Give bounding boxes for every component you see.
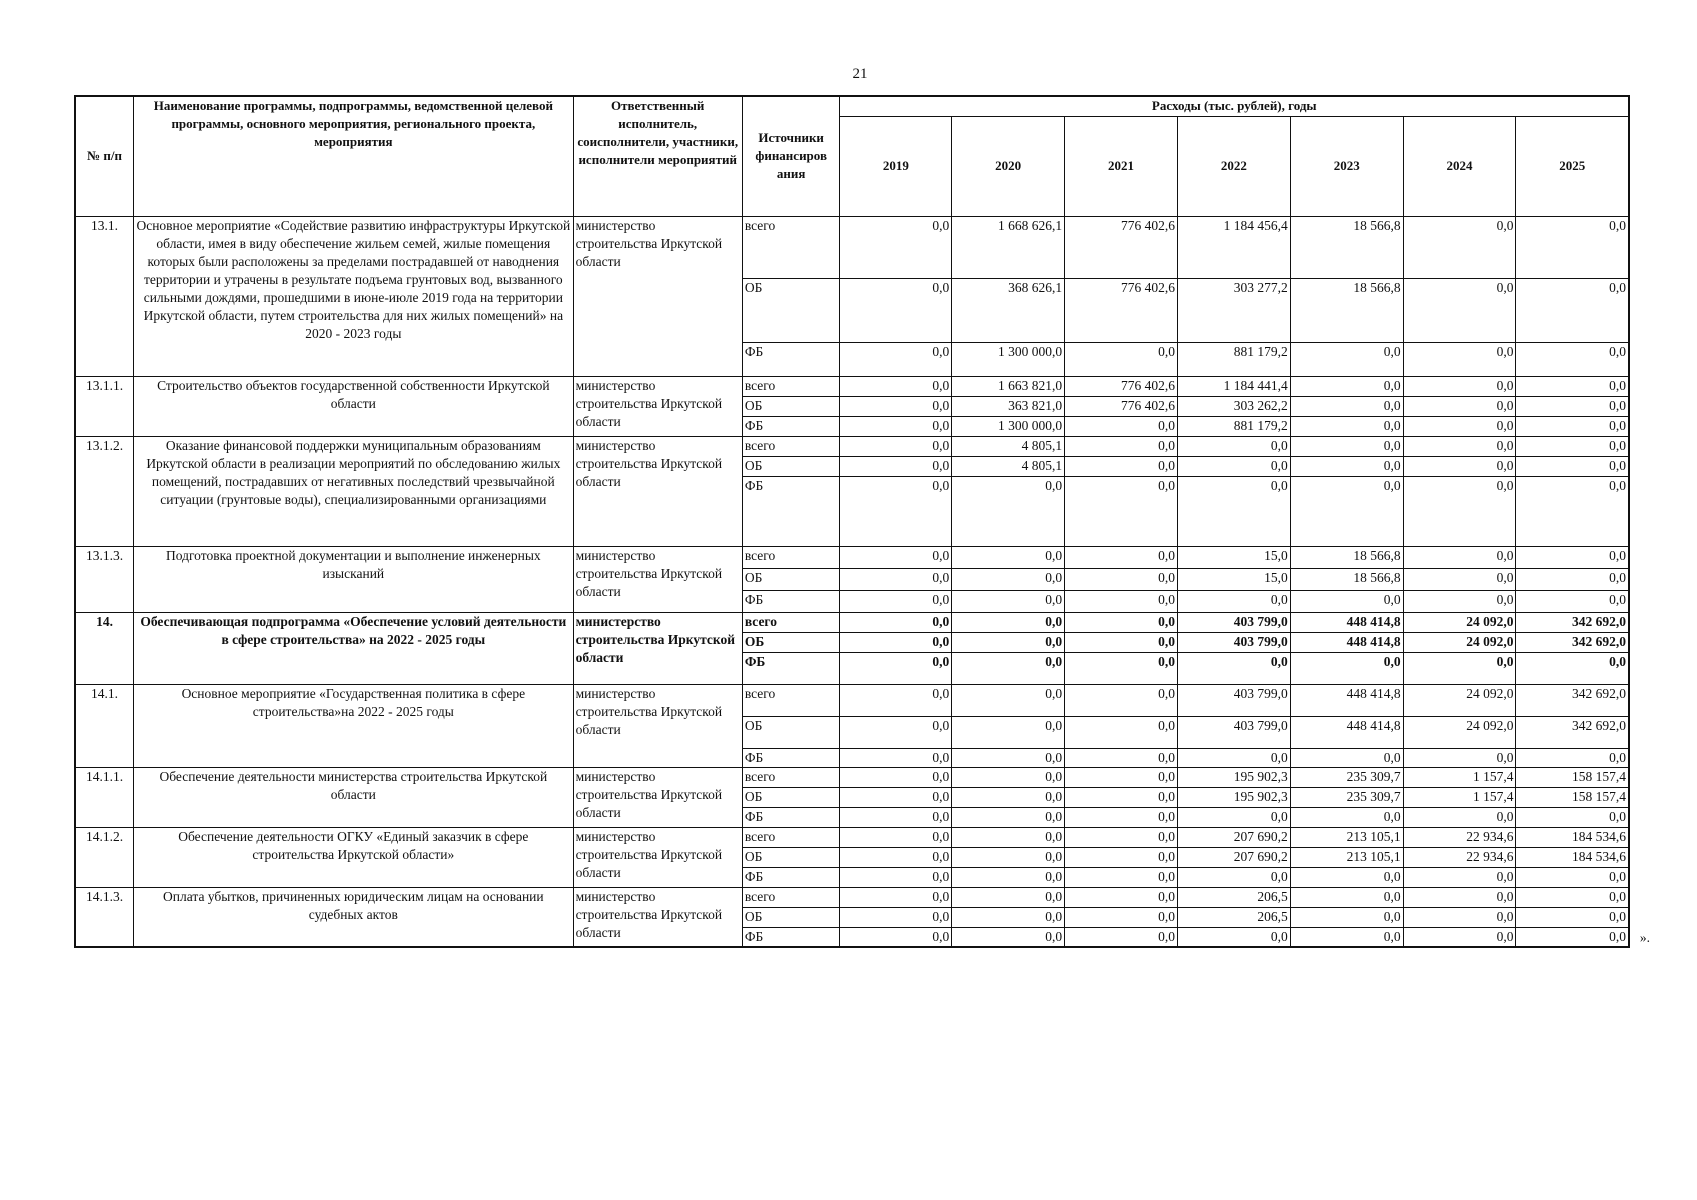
item-number: 14.1. bbox=[75, 684, 134, 767]
item-responsible: министерство строительства Иркутской области bbox=[573, 436, 742, 546]
value-cell: 303 262,2 bbox=[1177, 396, 1290, 416]
item-responsible: министерство строительства Иркутской области bbox=[573, 684, 742, 767]
value-cell: 0,0 bbox=[1065, 456, 1178, 476]
item-name: Основное мероприятие «Государственная политика в сфере строительства»на 2022 - 2025 годы bbox=[134, 684, 573, 767]
value-cell: 0,0 bbox=[1065, 632, 1178, 652]
header-name: Наименование программы, подпрограммы, ведомственной целевой программы, основного мероприятия, регионального проекта, мероприятия bbox=[134, 96, 573, 216]
value-cell: 18 566,8 bbox=[1290, 546, 1403, 568]
funding-source: ОБ bbox=[742, 568, 840, 590]
value-cell: 368 626,1 bbox=[952, 278, 1065, 342]
value-cell: 448 414,8 bbox=[1290, 612, 1403, 632]
funding-source: ФБ bbox=[742, 416, 840, 436]
value-cell: 0,0 bbox=[1065, 748, 1178, 767]
value-cell: 0,0 bbox=[1403, 278, 1516, 342]
closing-mark: ». bbox=[1639, 929, 1650, 945]
funding-source: всего bbox=[742, 436, 840, 456]
value-cell: 0,0 bbox=[1403, 568, 1516, 590]
item-name: Оказание финансовой поддержки муниципальным образованиям Иркутской области в реализации мероприятий по обследованию жилых помещений, пострадавших от негативных последствий чрезвычайной ситуации (грунтовые воды), специализированными организациями bbox=[134, 436, 573, 546]
item-responsible: министерство строительства Иркутской области bbox=[573, 376, 742, 436]
table-row bbox=[75, 684, 1629, 716]
value-cell: 15,0 bbox=[1177, 568, 1290, 590]
value-cell: 0,0 bbox=[1516, 342, 1629, 376]
value-cell: 0,0 bbox=[1177, 436, 1290, 456]
value-cell: 403 799,0 bbox=[1177, 612, 1290, 632]
value-cell: 0,0 bbox=[1403, 376, 1516, 396]
value-cell: 0,0 bbox=[1516, 216, 1629, 278]
value-cell: 0,0 bbox=[1516, 456, 1629, 476]
value-cell: 342 692,0 bbox=[1516, 612, 1629, 632]
value-cell: 0,0 bbox=[840, 216, 952, 278]
value-cell: 0,0 bbox=[1290, 748, 1403, 767]
value-cell: 0,0 bbox=[1403, 476, 1516, 546]
value-cell: 0,0 bbox=[840, 632, 952, 652]
value-cell: 0,0 bbox=[1290, 376, 1403, 396]
value-cell: 0,0 bbox=[840, 612, 952, 632]
value-cell: 235 309,7 bbox=[1290, 787, 1403, 807]
value-cell: 776 402,6 bbox=[1065, 278, 1178, 342]
value-cell: 0,0 bbox=[1516, 416, 1629, 436]
value-cell: 195 902,3 bbox=[1177, 787, 1290, 807]
item-number: 13.1. bbox=[75, 216, 134, 376]
value-cell: 0,0 bbox=[1403, 590, 1516, 612]
value-cell: 1 300 000,0 bbox=[952, 416, 1065, 436]
value-cell: 18 566,8 bbox=[1290, 216, 1403, 278]
value-cell: 22 934,6 bbox=[1403, 847, 1516, 867]
value-cell: 0,0 bbox=[952, 927, 1065, 947]
value-cell: 776 402,6 bbox=[1065, 216, 1178, 278]
value-cell: 0,0 bbox=[840, 767, 952, 787]
value-cell: 1 300 000,0 bbox=[952, 342, 1065, 376]
value-cell: 0,0 bbox=[1065, 416, 1178, 436]
value-cell: 0,0 bbox=[952, 632, 1065, 652]
value-cell: 0,0 bbox=[840, 787, 952, 807]
value-cell: 0,0 bbox=[1516, 476, 1629, 546]
value-cell: 0,0 bbox=[1403, 867, 1516, 887]
value-cell: 235 309,7 bbox=[1290, 767, 1403, 787]
item-name: Оплата убытков, причиненных юридическим лицам на основании судебных актов bbox=[134, 887, 573, 947]
table-header bbox=[75, 96, 1629, 216]
value-cell: 0,0 bbox=[1403, 436, 1516, 456]
value-cell: 0,0 bbox=[1290, 887, 1403, 907]
value-cell: 0,0 bbox=[840, 716, 952, 748]
item-number: 14.1.2. bbox=[75, 827, 134, 887]
funding-source: ОБ bbox=[742, 847, 840, 867]
funding-source: всего bbox=[742, 827, 840, 847]
table-row bbox=[75, 827, 1629, 847]
page-number: 21 bbox=[852, 66, 868, 82]
funding-source: всего bbox=[742, 216, 840, 278]
value-cell: 0,0 bbox=[952, 787, 1065, 807]
value-cell: 342 692,0 bbox=[1516, 632, 1629, 652]
value-cell: 0,0 bbox=[952, 767, 1065, 787]
value-cell: 0,0 bbox=[1290, 652, 1403, 684]
header-sources: Источники финансиров ания bbox=[742, 96, 840, 216]
value-cell: 0,0 bbox=[1065, 590, 1178, 612]
value-cell: 0,0 bbox=[840, 847, 952, 867]
value-cell: 0,0 bbox=[952, 847, 1065, 867]
value-cell: 0,0 bbox=[952, 748, 1065, 767]
value-cell: 403 799,0 bbox=[1177, 632, 1290, 652]
funding-source: ОБ bbox=[742, 907, 840, 927]
value-cell: 0,0 bbox=[1065, 787, 1178, 807]
value-cell: 0,0 bbox=[1290, 396, 1403, 416]
value-cell: 448 414,8 bbox=[1290, 684, 1403, 716]
value-cell: 158 157,4 bbox=[1516, 787, 1629, 807]
item-responsible: министерство строительства Иркутской области bbox=[573, 887, 742, 947]
value-cell: 0,0 bbox=[840, 546, 952, 568]
value-cell: 0,0 bbox=[1065, 476, 1178, 546]
value-cell: 0,0 bbox=[1177, 590, 1290, 612]
value-cell: 184 534,6 bbox=[1516, 847, 1629, 867]
value-cell: 0,0 bbox=[1516, 376, 1629, 396]
value-cell: 0,0 bbox=[840, 568, 952, 590]
value-cell: 207 690,2 bbox=[1177, 847, 1290, 867]
item-number: 14.1.1. bbox=[75, 767, 134, 827]
value-cell: 0,0 bbox=[1177, 748, 1290, 767]
value-cell: 0,0 bbox=[1516, 436, 1629, 456]
value-cell: 0,0 bbox=[840, 748, 952, 767]
value-cell: 0,0 bbox=[1065, 867, 1178, 887]
value-cell: 0,0 bbox=[1516, 590, 1629, 612]
value-cell: 0,0 bbox=[1516, 546, 1629, 568]
value-cell: 0,0 bbox=[952, 684, 1065, 716]
value-cell: 0,0 bbox=[1065, 807, 1178, 827]
funding-source: всего bbox=[742, 612, 840, 632]
value-cell: 0,0 bbox=[1065, 847, 1178, 867]
item-responsible: министерство строительства Иркутской области bbox=[573, 612, 742, 684]
value-cell: 0,0 bbox=[1065, 767, 1178, 787]
value-cell: 0,0 bbox=[952, 590, 1065, 612]
header-year: 2024 bbox=[1403, 116, 1516, 216]
value-cell: 0,0 bbox=[840, 376, 952, 396]
value-cell: 24 092,0 bbox=[1403, 716, 1516, 748]
funding-source: ОБ bbox=[742, 456, 840, 476]
value-cell: 0,0 bbox=[1065, 612, 1178, 632]
value-cell: 0,0 bbox=[1065, 684, 1178, 716]
value-cell: 0,0 bbox=[840, 476, 952, 546]
value-cell: 1 184 441,4 bbox=[1177, 376, 1290, 396]
value-cell: 0,0 bbox=[1403, 748, 1516, 767]
value-cell: 0,0 bbox=[840, 436, 952, 456]
value-cell: 1 157,4 bbox=[1403, 787, 1516, 807]
value-cell: 0,0 bbox=[952, 612, 1065, 632]
funding-source: ФБ bbox=[742, 748, 840, 767]
value-cell: 0,0 bbox=[1403, 416, 1516, 436]
value-cell: 1 184 456,4 bbox=[1177, 216, 1290, 278]
table-row bbox=[75, 216, 1629, 278]
value-cell: 0,0 bbox=[1403, 342, 1516, 376]
funding-source: ФБ bbox=[742, 342, 840, 376]
value-cell: 0,0 bbox=[952, 476, 1065, 546]
value-cell: 881 179,2 bbox=[1177, 416, 1290, 436]
value-cell: 0,0 bbox=[840, 684, 952, 716]
value-cell: 448 414,8 bbox=[1290, 716, 1403, 748]
value-cell: 0,0 bbox=[840, 590, 952, 612]
funding-source: всего bbox=[742, 767, 840, 787]
table-row bbox=[75, 436, 1629, 456]
value-cell: 0,0 bbox=[1516, 867, 1629, 887]
funding-source: ФБ bbox=[742, 867, 840, 887]
funding-source: ОБ bbox=[742, 396, 840, 416]
value-cell: 0,0 bbox=[1290, 342, 1403, 376]
item-name: Обеспечение деятельности министерства строительства Иркутской области bbox=[134, 767, 573, 827]
item-name: Обеспечение деятельности ОГКУ «Единый заказчик в сфере строительства Иркутской области» bbox=[134, 827, 573, 887]
value-cell: 0,0 bbox=[1403, 546, 1516, 568]
value-cell: 0,0 bbox=[1177, 652, 1290, 684]
value-cell: 0,0 bbox=[1290, 476, 1403, 546]
value-cell: 207 690,2 bbox=[1177, 827, 1290, 847]
header-year: 2025 bbox=[1516, 116, 1629, 216]
value-cell: 4 805,1 bbox=[952, 436, 1065, 456]
value-cell: 0,0 bbox=[840, 396, 952, 416]
header-year: 2023 bbox=[1290, 116, 1403, 216]
funding-source: ОБ bbox=[742, 278, 840, 342]
value-cell: 342 692,0 bbox=[1516, 716, 1629, 748]
value-cell: 0,0 bbox=[952, 907, 1065, 927]
value-cell: 303 277,2 bbox=[1177, 278, 1290, 342]
item-responsible: министерство строительства Иркутской области bbox=[573, 216, 742, 376]
item-name: Подготовка проектной документации и выполнение инженерных изысканий bbox=[134, 546, 573, 612]
value-cell: 206,5 bbox=[1177, 887, 1290, 907]
funding-source: ФБ bbox=[742, 652, 840, 684]
item-responsible: министерство строительства Иркутской области bbox=[573, 827, 742, 887]
value-cell: 1 663 821,0 bbox=[952, 376, 1065, 396]
value-cell: 0,0 bbox=[1516, 568, 1629, 590]
value-cell: 0,0 bbox=[840, 278, 952, 342]
value-cell: 0,0 bbox=[840, 927, 952, 947]
value-cell: 0,0 bbox=[840, 907, 952, 927]
value-cell: 1 668 626,1 bbox=[952, 216, 1065, 278]
value-cell: 0,0 bbox=[840, 887, 952, 907]
value-cell: 0,0 bbox=[1290, 867, 1403, 887]
value-cell: 24 092,0 bbox=[1403, 612, 1516, 632]
value-cell: 0,0 bbox=[1516, 652, 1629, 684]
value-cell: 0,0 bbox=[1290, 436, 1403, 456]
header-year: 2022 bbox=[1177, 116, 1290, 216]
value-cell: 0,0 bbox=[1177, 456, 1290, 476]
value-cell: 0,0 bbox=[1065, 827, 1178, 847]
value-cell: 342 692,0 bbox=[1516, 684, 1629, 716]
value-cell: 0,0 bbox=[840, 867, 952, 887]
value-cell: 448 414,8 bbox=[1290, 632, 1403, 652]
value-cell: 213 105,1 bbox=[1290, 827, 1403, 847]
item-responsible: министерство строительства Иркутской области bbox=[573, 767, 742, 827]
value-cell: 24 092,0 bbox=[1403, 632, 1516, 652]
value-cell: 1 157,4 bbox=[1403, 767, 1516, 787]
funding-source: всего bbox=[742, 684, 840, 716]
value-cell: 0,0 bbox=[1290, 807, 1403, 827]
value-cell: 0,0 bbox=[1290, 416, 1403, 436]
value-cell: 0,0 bbox=[1290, 590, 1403, 612]
value-cell: 184 534,6 bbox=[1516, 827, 1629, 847]
value-cell: 0,0 bbox=[1516, 887, 1629, 907]
table-row bbox=[75, 767, 1629, 787]
item-name: Обеспечивающая подпрограмма «Обеспечение условий деятельности в сфере строительства» на 2022 - 2025 годы bbox=[134, 612, 573, 684]
funding-source: всего bbox=[742, 887, 840, 907]
value-cell: 0,0 bbox=[840, 342, 952, 376]
value-cell: 0,0 bbox=[1403, 456, 1516, 476]
value-cell: 0,0 bbox=[952, 827, 1065, 847]
item-name: Основное мероприятие «Содействие развитию инфраструктуры Иркутской области, имея в виду обеспечение жильем семей, жилые помещения которых были расположены за пределами пострадавшей от наводнения территории и утрачены в результате подъема грунтовых вод, вызванного сильными дождями, прошедшими в июне-июле 2019 года на территории Иркутской области, путем строительства для них жилых помещений» на 2020 - 2023 годы bbox=[134, 216, 573, 376]
value-cell: 0,0 bbox=[1177, 927, 1290, 947]
budget-table bbox=[74, 95, 1650, 948]
value-cell: 0,0 bbox=[952, 867, 1065, 887]
item-number: 14. bbox=[75, 612, 134, 684]
value-cell: 0,0 ». bbox=[1516, 927, 1629, 947]
table-row bbox=[75, 612, 1629, 632]
value-cell: 0,0 bbox=[840, 807, 952, 827]
value-cell: 776 402,6 bbox=[1065, 376, 1178, 396]
value-cell: 0,0 bbox=[1065, 436, 1178, 456]
value-cell: 0,0 bbox=[1516, 396, 1629, 416]
table-body bbox=[75, 216, 1650, 947]
value-cell: 403 799,0 bbox=[1177, 716, 1290, 748]
value-cell: 158 157,4 bbox=[1516, 767, 1629, 787]
funding-source: ФБ bbox=[742, 476, 840, 546]
value-cell: 0,0 bbox=[952, 887, 1065, 907]
value-cell: 24 092,0 bbox=[1403, 684, 1516, 716]
item-number: 13.1.2. bbox=[75, 436, 134, 546]
item-name: Строительство объектов государственной собственности Иркутской области bbox=[134, 376, 573, 436]
value-cell: 0,0 bbox=[840, 456, 952, 476]
value-cell: 0,0 bbox=[1403, 927, 1516, 947]
item-number: 13.1.3. bbox=[75, 546, 134, 612]
funding-source: ФБ bbox=[742, 927, 840, 947]
table-row bbox=[75, 376, 1629, 396]
item-number: 13.1.1. bbox=[75, 376, 134, 436]
value-cell: 4 805,1 bbox=[952, 456, 1065, 476]
value-cell: 0,0 bbox=[840, 652, 952, 684]
header-year: 2020 bbox=[952, 116, 1065, 216]
value-cell: 0,0 bbox=[1290, 927, 1403, 947]
value-cell: 403 799,0 bbox=[1177, 684, 1290, 716]
value-cell: 15,0 bbox=[1177, 546, 1290, 568]
value-cell: 0,0 bbox=[1403, 907, 1516, 927]
value-cell: 363 821,0 bbox=[952, 396, 1065, 416]
value-cell: 0,0 bbox=[1065, 887, 1178, 907]
value-cell: 0,0 bbox=[1403, 396, 1516, 416]
value-cell: 0,0 bbox=[1065, 342, 1178, 376]
header-year: 2021 bbox=[1065, 116, 1178, 216]
header-responsible: Ответственный исполнитель, соисполнители, участники, исполнители мероприятий bbox=[573, 96, 742, 216]
value-cell: 0,0 bbox=[952, 716, 1065, 748]
value-cell: 0,0 bbox=[1290, 456, 1403, 476]
value-cell: 0,0 bbox=[1403, 807, 1516, 827]
value-cell: 18 566,8 bbox=[1290, 568, 1403, 590]
value-cell: 0,0 bbox=[1177, 476, 1290, 546]
value-cell: 0,0 bbox=[1065, 546, 1178, 568]
value-cell: 0,0 bbox=[952, 807, 1065, 827]
value-cell: 206,5 bbox=[1177, 907, 1290, 927]
value-cell: 0,0 bbox=[1403, 216, 1516, 278]
header-expenses: Расходы (тыс. рублей), годы bbox=[840, 96, 1629, 116]
value-cell: 0,0 bbox=[1065, 907, 1178, 927]
value-cell: 776 402,6 bbox=[1065, 396, 1178, 416]
table-row bbox=[75, 887, 1629, 907]
funding-source: всего bbox=[742, 546, 840, 568]
value-cell: 0,0 bbox=[1403, 652, 1516, 684]
value-cell: 0,0 bbox=[1065, 716, 1178, 748]
value-cell: 0,0 bbox=[1065, 568, 1178, 590]
value-cell: 0,0 bbox=[1516, 278, 1629, 342]
value-cell: 0,0 bbox=[1403, 887, 1516, 907]
header-num: № п/п bbox=[75, 96, 134, 216]
value-cell: 195 902,3 bbox=[1177, 767, 1290, 787]
value-cell: 0,0 bbox=[1516, 748, 1629, 767]
value-cell: 0,0 bbox=[1177, 807, 1290, 827]
table-row bbox=[75, 546, 1629, 568]
funding-source: ОБ bbox=[742, 716, 840, 748]
funding-source: ФБ bbox=[742, 807, 840, 827]
value-cell: 0,0 bbox=[1177, 867, 1290, 887]
value-cell: 0,0 bbox=[1516, 907, 1629, 927]
value-cell: 0,0 bbox=[952, 568, 1065, 590]
funding-source: ОБ bbox=[742, 787, 840, 807]
value-cell: 0,0 bbox=[1065, 652, 1178, 684]
value-cell: 0,0 bbox=[840, 827, 952, 847]
value-cell: 0,0 bbox=[952, 546, 1065, 568]
value-cell: 0,0 bbox=[1516, 807, 1629, 827]
value-cell: 18 566,8 bbox=[1290, 278, 1403, 342]
funding-source: ОБ bbox=[742, 632, 840, 652]
value-cell: 0,0 bbox=[1065, 927, 1178, 947]
item-responsible: министерство строительства Иркутской области bbox=[573, 546, 742, 612]
item-number: 14.1.3. bbox=[75, 887, 134, 947]
value-cell: 0,0 bbox=[952, 652, 1065, 684]
header-year: 2019 bbox=[840, 116, 952, 216]
value-cell: 0,0 bbox=[840, 416, 952, 436]
funding-source: всего bbox=[742, 376, 840, 396]
value-cell: 881 179,2 bbox=[1177, 342, 1290, 376]
funding-source: ФБ bbox=[742, 590, 840, 612]
value-cell: 213 105,1 bbox=[1290, 847, 1403, 867]
value-cell: 22 934,6 bbox=[1403, 827, 1516, 847]
value-cell: 0,0 bbox=[1290, 907, 1403, 927]
